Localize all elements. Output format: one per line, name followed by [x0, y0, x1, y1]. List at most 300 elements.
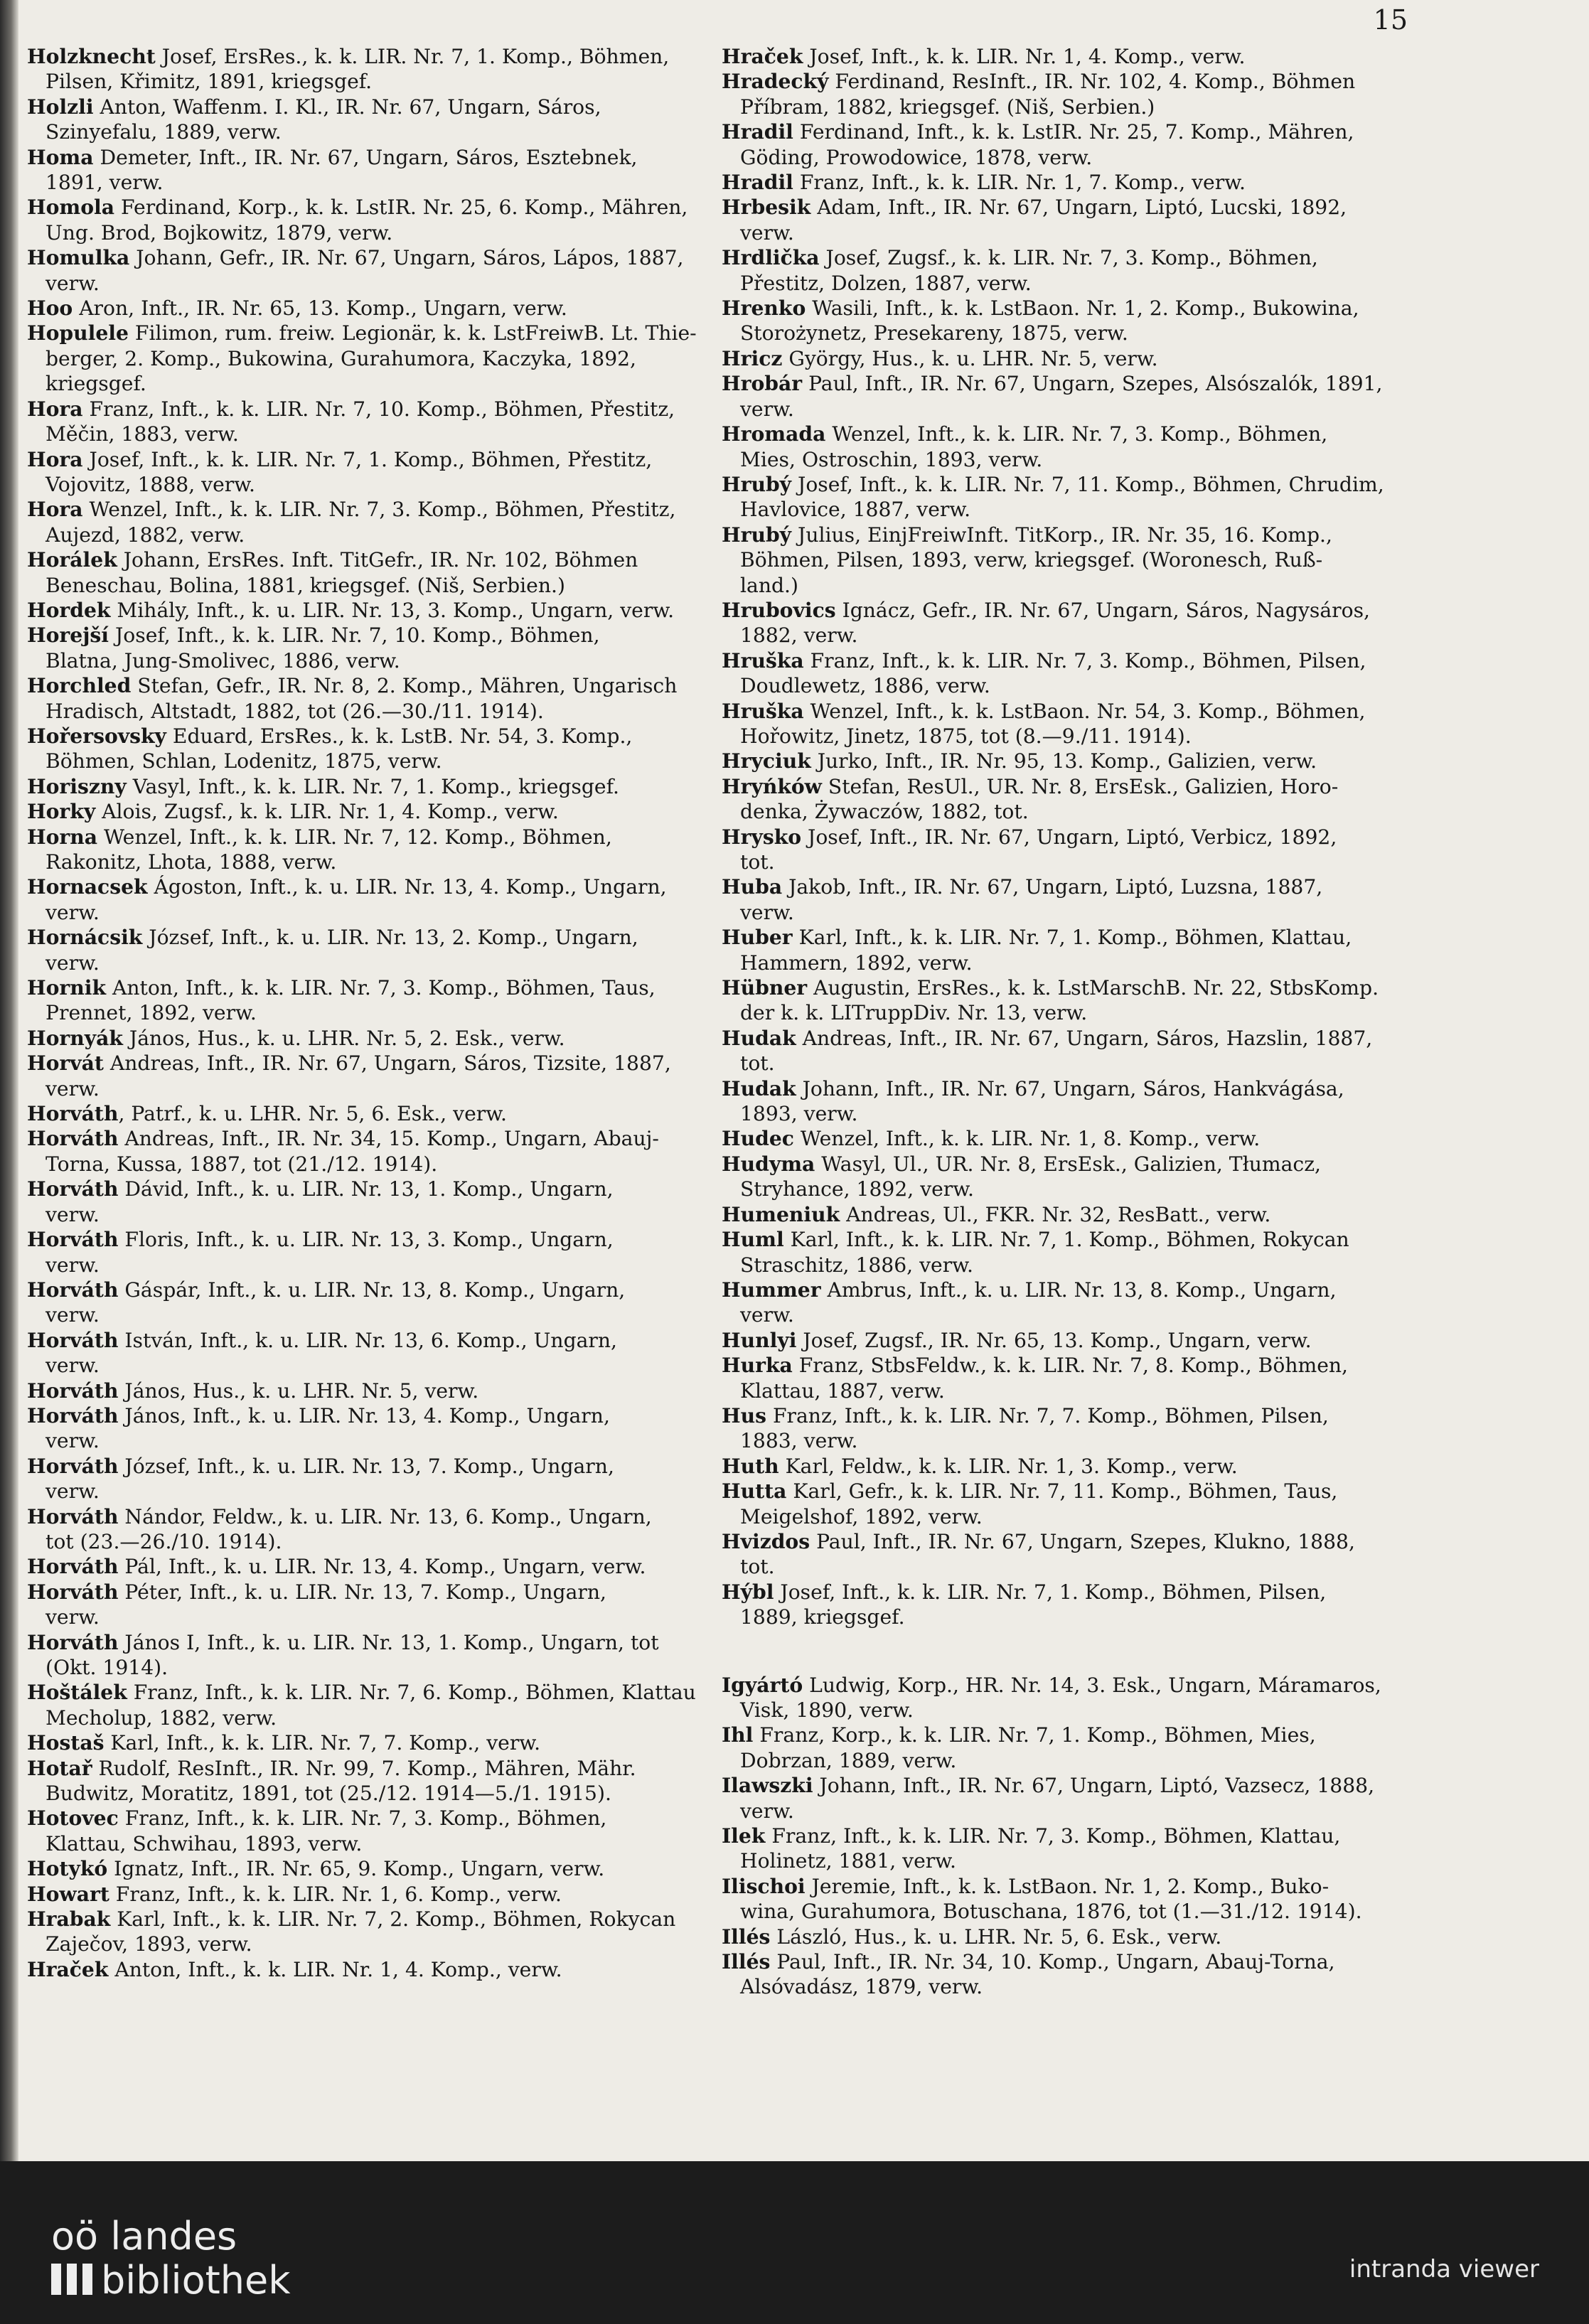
register-entry [27, 1227, 738, 1278]
entry-surname: Hraček [722, 45, 803, 68]
entry-details: Josef, Inft., k. k. LIR. Nr. 7, 1. Komp., Böhmen, Pilsen, [774, 1580, 1327, 1604]
entry-details: Alois, Zugsf., k. k. LIR. Nr. 1, 4. Komp., verw. [95, 800, 559, 824]
entry-details: Paul, Inft., IR. Nr. 67, Ungarn, Szepes, Alsószalók, 1891, [802, 372, 1383, 396]
entry-surname: Horálek [27, 548, 117, 572]
entry-details: Péter, Inft., k. u. LIR. Nr. 13, 7. Komp., Ungarn, [118, 1580, 606, 1604]
entry-details: , Patrf., k. u. LHR. Nr. 5, 6. Esk., verw. [118, 1102, 507, 1126]
entry-continuation: Hammern, 1892, verw. [740, 951, 973, 975]
entry-details: Wasili, Inft., k. k. LstBaon. Nr. 1, 2. Komp., Bukowina, [806, 296, 1359, 321]
entry-continuation: verw. [46, 1076, 100, 1101]
entry-continuation: verw. [740, 1799, 794, 1823]
register-entry [27, 598, 738, 623]
entry-surname: Ilischoi [722, 1874, 806, 1898]
entry-continuation: tot. [740, 1555, 775, 1579]
entry-details: Floris, Inft., k. u. LIR. Nr. 13, 3. Komp., Ungarn, [118, 1228, 614, 1252]
entry-surname: Huber [722, 926, 793, 950]
entry-surname: Homola [27, 196, 115, 220]
entry-surname: Horky [27, 800, 96, 824]
register-entry [27, 1856, 738, 1881]
entry-surname: Horváth [27, 1102, 119, 1126]
register-entry [722, 1580, 1433, 1630]
logo-line-1: oö landes [51, 2214, 237, 2259]
entry-continuation: Aujezd, 1882, verw. [46, 523, 245, 547]
entry-continuation: verw. [740, 397, 794, 421]
register-entry [722, 1328, 1433, 1353]
entry-surname: Hradecký [722, 70, 829, 94]
entry-surname: Hudyma [722, 1152, 815, 1176]
register-entry [722, 598, 1433, 648]
register-entry [27, 874, 738, 925]
entry-continuation: Holinetz, 1881, verw. [740, 1849, 956, 1873]
entry-surname: Horváth [27, 1228, 119, 1252]
register-entry [27, 1756, 738, 1806]
entry-continuation: Klattau, Schwihau, 1893, verw. [46, 1831, 363, 1856]
entry-surname: Hvizdos [722, 1529, 810, 1553]
entry-continuation: Blatna, Jung-Smolivec, 1886, verw. [46, 648, 400, 673]
entry-continuation: Doudlewetz, 1886, verw. [740, 674, 990, 698]
entry-surname: Horváth [27, 1504, 119, 1528]
entry-surname: Hudak [722, 1026, 796, 1050]
register-entry [722, 1454, 1433, 1479]
register-entry [722, 925, 1433, 975]
entry-details: Andreas, Ul., FKR. Nr. 32, ResBatt., verw. [840, 1202, 1271, 1226]
entry-continuation: Mecholup, 1882, verw. [46, 1705, 277, 1730]
entry-details: Franz, Inft., k. k. LIR. Nr. 7, 3. Komp., Böhmen, Klattau, [765, 1824, 1341, 1848]
entry-details: Wenzel, Inft., k. k. LIR. Nr. 7, 12. Komp., Böhmen, [97, 825, 612, 849]
entry-continuation: Böhmen, Pilsen, 1893, verw, kriegsgef. (Woronesch, Ruß- [740, 548, 1323, 572]
entry-details: János, Hus., k. u. LHR. Nr. 5, verw. [118, 1378, 479, 1403]
entry-continuation: Zaječov, 1893, verw. [46, 1932, 252, 1956]
register-entry [27, 44, 738, 95]
entry-continuation: Měčin, 1883, verw. [46, 422, 239, 446]
register-entry [722, 1152, 1433, 1202]
register-entry [722, 1026, 1433, 1076]
entry-details: Wenzel, Inft., k. k. LIR. Nr. 7, 3. Komp., Böhmen, Přestitz, [82, 498, 676, 522]
section-gap [722, 1630, 1433, 1673]
entry-details: László, Hus., k. u. LHR. Nr. 5, 6. Esk., verw. [770, 1924, 1222, 1949]
entry-continuation: Příbram, 1882, kriegsgef. (Niš, Serbien.) [740, 95, 1155, 119]
register-entry [722, 825, 1433, 875]
register-entry [722, 346, 1433, 371]
register-entry [722, 296, 1433, 346]
entry-continuation: Visk, 1890, verw. [740, 1698, 914, 1722]
entry-continuation: tot. [740, 1051, 775, 1076]
entry-details: Karl, Feldw., k. k. LIR. Nr. 1, 3. Komp., verw. [779, 1454, 1238, 1478]
register-entry [27, 1630, 738, 1681]
entry-details: Wenzel, Inft., k. k. LIR. Nr. 7, 3. Komp., Böhmen, [825, 422, 1328, 446]
entry-surname: Hrbesik [722, 196, 811, 220]
entry-continuation: verw. [46, 271, 100, 295]
register-entry [722, 749, 1433, 773]
entry-details: Johann, Inft., IR. Nr. 67, Ungarn, Sáros, Hankvágása, [796, 1076, 1344, 1101]
entry-continuation: Beneschau, Bolina, 1881, kriegsgef. (Niš, Serbien.) [46, 573, 565, 597]
register-entry [27, 95, 738, 145]
entry-surname: Hus [722, 1403, 766, 1428]
register-entry [27, 673, 738, 724]
entry-details: Franz, StbsFeldw., k. k. LIR. Nr. 7, 8. Komp., Böhmen, [792, 1354, 1349, 1378]
entry-details: Karl, Gefr., k. k. LIR. Nr. 7, 11. Komp., Böhmen, Taus, [786, 1479, 1338, 1504]
entry-surname: Hoo [27, 296, 73, 321]
register-entry [27, 1882, 738, 1907]
entry-details: István, Inft., k. u. LIR. Nr. 13, 6. Komp., Ungarn, [118, 1328, 618, 1352]
register-entry [722, 1673, 1433, 1723]
register-entry [27, 145, 738, 196]
entry-details: Johann, Inft., IR. Nr. 67, Ungarn, Liptó, Vazsecz, 1888, [813, 1774, 1375, 1798]
register-entry [27, 1680, 738, 1730]
entry-details: Franz, Korp., k. k. LIR. Nr. 7, 1. Komp., Böhmen, Mies, [753, 1723, 1316, 1747]
register-entry [27, 447, 738, 498]
entry-details: Johann, Gefr., IR. Nr. 67, Ungarn, Sáros, Lápos, 1887, [129, 246, 684, 270]
entry-continuation: verw. [46, 1605, 100, 1629]
register-entry [722, 523, 1433, 598]
register-entry [27, 1454, 738, 1504]
register-entry [722, 44, 1433, 69]
entry-details: Anton, Inft., k. k. LIR. Nr. 1, 4. Komp., verw. [108, 1957, 562, 1981]
register-entry [722, 1924, 1433, 1949]
entry-details: Stefan, ResUl., UR. Nr. 8, ErsEsk., Galizien, Horo- [821, 774, 1339, 798]
entry-details: Jeremie, Inft., k. k. LstBaon. Nr. 1, 2. Komp., Buko- [805, 1874, 1329, 1898]
entry-surname: Hora [27, 498, 83, 522]
entry-continuation: Dobrzan, 1889, verw. [740, 1748, 957, 1772]
register-entry [27, 623, 738, 673]
entry-continuation: Hořowitz, Jinetz, 1875, tot (8.—9./11. 1914). [740, 724, 1192, 748]
entry-details: Franz, Inft., k. k. LIR. Nr. 7, 10. Komp., Böhmen, Přestitz, [82, 397, 675, 421]
register-entry [27, 799, 738, 824]
register-entry [27, 195, 738, 245]
entry-surname: Hrabak [27, 1907, 111, 1932]
entry-details: Wenzel, Inft., k. k. LstBaon. Nr. 54, 3. Komp., Böhmen, [803, 699, 1366, 723]
register-entry [722, 1949, 1433, 2000]
entry-details: Karl, Inft., k. k. LIR. Nr. 7, 2. Komp., Böhmen, Rokycan [110, 1907, 676, 1932]
register-entry [27, 1051, 738, 1101]
entry-surname: Hornik [27, 976, 107, 1000]
entry-surname: Hora [27, 447, 83, 471]
entry-details: Paul, Inft., IR. Nr. 34, 10. Komp., Ungarn, Abauj-Torna, [770, 1950, 1335, 1974]
register-entry [722, 1403, 1433, 1454]
entry-surname: Illés [722, 1924, 771, 1949]
entry-surname: Hraček [27, 1957, 109, 1981]
entry-details: Franz, Inft., k. k. LIR. Nr. 7, 3. Komp., Böhmen, Pilsen, [803, 648, 1366, 673]
entry-surname: Horváth [27, 1580, 119, 1604]
entry-details: Nándor, Feldw., k. u. LIR. Nr. 13, 6. Komp., Ungarn, [118, 1504, 652, 1528]
register-entry [27, 1730, 738, 1755]
entry-details: Franz, Inft., k. k. LIR. Nr. 1, 7. Komp., verw. [793, 171, 1246, 195]
register-entry [27, 321, 738, 396]
entry-continuation: Klattau, 1887, verw. [740, 1378, 945, 1403]
entry-surname: Hotykó [27, 1857, 108, 1881]
entry-details: Karl, Inft., k. k. LIR. Nr. 7, 1. Komp., Böhmen, Rokycan [783, 1228, 1349, 1252]
register-entry [27, 1378, 738, 1403]
entry-details: Augustin, ErsRes., k. k. LstMarschB. Nr. 22, StbsKomp. [807, 976, 1379, 1000]
entry-details: Josef, Inft., IR. Nr. 67, Ungarn, Liptó, Verbicz, 1892, [801, 825, 1337, 849]
entry-continuation: 1889, kriegsgef. [740, 1605, 905, 1629]
entry-surname: Hrubý [722, 472, 792, 496]
register-entry [722, 1723, 1433, 1773]
entry-surname: Ihl [722, 1723, 754, 1747]
entry-details: Filimon, rum. freiw. Legionär, k. k. LstFreiwB. Lt. Thie- [128, 321, 697, 346]
entry-continuation: 1893, verw. [740, 1102, 858, 1126]
entry-surname: Hotovec [27, 1806, 119, 1831]
register-entry [27, 547, 738, 598]
entry-surname: Horváth [27, 1177, 119, 1201]
entry-continuation: Havlovice, 1887, verw. [740, 498, 971, 522]
register-entry [27, 1806, 738, 1856]
entry-surname: Horiszny [27, 774, 127, 798]
entry-continuation: Hradisch, Altstadt, 1882, tot (26.—30./11. 1914). [46, 699, 544, 723]
register-entry [27, 724, 738, 774]
entry-surname: Huba [722, 875, 783, 899]
entry-continuation: 1891, verw. [46, 171, 164, 195]
register-entry [27, 397, 738, 447]
entry-surname: Hudak [722, 1076, 796, 1101]
entry-surname: Hunlyi [722, 1328, 797, 1352]
entry-details: Demeter, Inft., IR. Nr. 67, Ungarn, Sáros, Esztebnek, [93, 145, 638, 169]
register-entry [722, 1773, 1433, 1824]
entry-surname: Hrdlička [722, 246, 820, 270]
entry-details: Anton, Waffenm. I. Kl., IR. Nr. 67, Ungarn, Sáros, [93, 95, 601, 119]
entry-continuation: Meigelshof, 1892, verw. [740, 1504, 983, 1528]
entry-surname: Hradil [722, 120, 793, 144]
entry-details: Johann, ErsRes. Inft. TitGefr., IR. Nr. 102, Böhmen [117, 548, 638, 572]
entry-details: Vasyl, Inft., k. k. LIR. Nr. 7, 1. Komp., kriegsgef. [126, 774, 619, 798]
entry-surname: Ilek [722, 1824, 766, 1848]
entry-details: Karl, Inft., k. k. LIR. Nr. 7, 1. Komp., Böhmen, Klattau, [792, 926, 1352, 950]
entry-continuation: wina, Gurahumora, Botuschana, 1876, tot (1.—31./12. 1914). [740, 1900, 1362, 1924]
register-entry [722, 1824, 1433, 1874]
entry-continuation: verw. [46, 1354, 100, 1378]
register-entry [722, 699, 1433, 749]
entry-continuation: Straschitz, 1886, verw. [740, 1253, 973, 1277]
entry-continuation: verw. [46, 1253, 100, 1277]
entry-details: Josef, Inft., k. k. LIR. Nr. 7, 1. Komp., Böhmen, Přestitz, [82, 447, 653, 471]
entry-surname: Hromada [722, 422, 826, 446]
entry-surname: Horna [27, 825, 98, 849]
entry-surname: Howart [27, 1882, 109, 1906]
entry-surname: Hostaš [27, 1731, 105, 1755]
entry-surname: Hordek [27, 598, 111, 622]
entry-continuation: verw. [740, 1303, 794, 1327]
entry-continuation: verw. [46, 951, 100, 975]
entry-surname: Horváth [27, 1378, 119, 1403]
entry-continuation: Storożynetz, Presekareny, 1875, verw. [740, 321, 1128, 346]
entry-surname: Holzknecht [27, 45, 156, 68]
entry-surname: Hummer [722, 1278, 821, 1302]
register-entry [27, 1328, 738, 1378]
entry-continuation: verw. [46, 1202, 100, 1226]
register-entry [27, 1026, 738, 1051]
entry-continuation: Rakonitz, Lhota, 1888, verw. [46, 850, 337, 874]
entry-details: Ferdinand, ResInft., IR. Nr. 102, 4. Komp., Böhmen [828, 70, 1356, 94]
register-entry [27, 1957, 738, 1982]
entry-details: Ludwig, Korp., HR. Nr. 14, 3. Esk., Ungarn, Máramaros, [803, 1673, 1381, 1697]
entry-surname: Hornácsik [27, 926, 143, 950]
entry-surname: Horváth [27, 1630, 119, 1654]
entry-continuation: Torna, Kussa, 1887, tot (21./12. 1914). [46, 1152, 438, 1176]
entry-details: Franz, Inft., k. k. LIR. Nr. 7, 7. Komp., Böhmen, Pilsen, [766, 1403, 1329, 1428]
entry-surname: Horváth [27, 1278, 119, 1302]
entry-details: Ambrus, Inft., k. u. LIR. Nr. 13, 8. Komp., Ungarn, [820, 1278, 1337, 1302]
entry-details: Franz, Inft., k. k. LIR. Nr. 1, 6. Komp., verw. [109, 1882, 562, 1906]
entry-details: Ágoston, Inft., k. u. LIR. Nr. 13, 4. Komp., Ungarn, [147, 875, 667, 899]
entry-continuation: 1882, verw. [740, 623, 858, 648]
entry-details: Andreas, Inft., IR. Nr. 67, Ungarn, Sáros, Hazslin, 1887, [796, 1026, 1373, 1050]
entry-details: Josef, Inft., k. k. LIR. Nr. 7, 10. Komp., Böhmen, [109, 623, 600, 648]
entry-surname: Hricz [722, 346, 783, 370]
entry-details: Aron, Inft., IR. Nr. 65, 13. Komp., Ungarn, verw. [73, 296, 567, 321]
register-entry [722, 1278, 1433, 1328]
entry-details: Andreas, Inft., IR. Nr. 34, 15. Komp., Ungarn, Abauj- [118, 1127, 659, 1151]
register-entry [27, 1403, 738, 1454]
register-entry [27, 296, 738, 321]
entry-surname: Hořersovsky [27, 724, 166, 748]
entry-surname: Hradil [722, 171, 793, 195]
left-column [27, 44, 738, 1982]
entry-details: Wenzel, Inft., k. k. LIR. Nr. 1, 8. Komp., verw. [793, 1127, 1261, 1151]
entry-surname: Hornacsek [27, 875, 148, 899]
entry-surname: Hurka [722, 1354, 793, 1378]
register-entry [722, 1874, 1433, 1924]
register-entry [27, 1177, 738, 1227]
logo-bars-icon [51, 2264, 94, 2295]
register-entry [722, 371, 1433, 422]
page-number: 15 [1373, 4, 1408, 36]
logo-line-2: bibliothek [101, 2258, 291, 2303]
entry-details: Adam, Inft., IR. Nr. 67, Ungarn, Liptó, Lucski, 1892, [810, 196, 1347, 220]
entry-details: János I, Inft., k. u. LIR. Nr. 13, 1. Komp., Ungarn, tot [118, 1630, 659, 1654]
register-entry [722, 170, 1433, 195]
register-entry [722, 472, 1433, 523]
register-entry [722, 1529, 1433, 1580]
register-entry [27, 1101, 738, 1126]
entry-surname: Homulka [27, 246, 130, 270]
entry-surname: Igyártó [722, 1673, 803, 1697]
entry-details: Wasyl, Ul., UR. Nr. 8, ErsEsk., Galizien, Tłumacz, [815, 1152, 1322, 1176]
register-entry [27, 1907, 738, 1957]
entry-continuation: Přestitz, Dolzen, 1887, verw. [740, 271, 1032, 295]
entry-surname: Hutta [722, 1479, 787, 1504]
register-entry [27, 1126, 738, 1177]
viewer-footer [0, 2161, 1589, 2324]
entry-details: Ferdinand, Korp., k. k. LstIR. Nr. 25, 6. Komp., Mähren, [114, 196, 688, 220]
entry-surname: Horvát [27, 1051, 104, 1076]
entry-details: Anton, Inft., k. k. LIR. Nr. 7, 3. Komp., Böhmen, Taus, [106, 976, 656, 1000]
entry-continuation: verw. [740, 220, 794, 245]
register-entry [722, 1353, 1433, 1403]
entry-surname: Ilawszki [722, 1774, 813, 1798]
entry-surname: Humeniuk [722, 1202, 840, 1226]
entry-details: Karl, Inft., k. k. LIR. Nr. 7, 7. Komp., verw. [104, 1731, 541, 1755]
entry-continuation: tot (23.—26./10. 1914). [46, 1529, 282, 1553]
right-column [722, 44, 1433, 2000]
register-entry [27, 825, 738, 875]
register-entry [722, 1202, 1433, 1227]
entry-surname: Horváth [27, 1555, 119, 1579]
entry-continuation: Vojovitz, 1888, verw. [46, 472, 255, 496]
entry-continuation: verw. [740, 900, 794, 924]
entry-surname: Holzli [27, 95, 94, 119]
entry-continuation: (Okt. 1914). [46, 1656, 168, 1679]
entry-continuation: Stryhance, 1892, verw. [740, 1177, 975, 1201]
entry-continuation: verw. [46, 900, 100, 924]
entry-details: Ignácz, Gefr., IR. Nr. 67, Ungarn, Sáros, Nagysáros, [835, 598, 1371, 622]
entry-surname: Hryciuk [722, 749, 811, 773]
entry-surname: Hruška [722, 648, 804, 673]
entry-details: Gáspár, Inft., k. u. LIR. Nr. 13, 8. Komp., Ungarn, [118, 1278, 626, 1302]
entry-continuation: verw. [46, 1429, 100, 1453]
register-entry [722, 1076, 1433, 1127]
register-entry [722, 1479, 1433, 1529]
entry-details: Ignatz, Inft., IR. Nr. 65, 9. Komp., Ungarn, verw. [107, 1857, 605, 1881]
entry-details: Rudolf, ResInft., IR. Nr. 99, 7. Komp., Mähren, Mähr. [92, 1756, 636, 1780]
register-entry [27, 975, 738, 1026]
entry-surname: Hrenko [722, 296, 806, 321]
register-entry [27, 1554, 738, 1579]
register-entry [722, 874, 1433, 925]
register-entry [722, 1126, 1433, 1151]
entry-surname: Horváth [27, 1454, 119, 1478]
entry-details: Andreas, Inft., IR. Nr. 67, Ungarn, Sáros, Tizsite, 1887, [103, 1051, 671, 1076]
entry-continuation: Böhmen, Schlan, Lodenitz, 1875, verw. [46, 749, 442, 773]
entry-details: Ferdinand, Inft., k. k. LstIR. Nr. 25, 7. Komp., Mähren, [793, 120, 1354, 144]
entry-surname: Hrubovics [722, 598, 836, 622]
register-entry [27, 497, 738, 547]
entry-details: Jurko, Inft., IR. Nr. 95, 13. Komp., Galizien, verw. [810, 749, 1317, 773]
entry-details: Mihály, Inft., k. u. LIR. Nr. 13, 3. Komp., Ungarn, verw. [110, 598, 675, 622]
entry-continuation: Pilsen, Křimitz, 1891, kriegsgef. [46, 70, 373, 94]
register-entry [722, 195, 1433, 245]
entry-details: János, Hus., k. u. LHR. Nr. 5, 2. Esk., verw. [122, 1026, 565, 1050]
register-entry [722, 422, 1433, 472]
entry-surname: Horejší [27, 623, 109, 648]
register-entry [27, 1580, 738, 1630]
entry-continuation: kriegsgef. [46, 372, 146, 396]
entry-surname: Hudec [722, 1127, 794, 1151]
entry-details: Josef, Inft., k. k. LIR. Nr. 1, 4. Komp., verw. [803, 45, 1246, 68]
entry-details: György, Hus., k. u. LHR. Nr. 5, verw. [782, 346, 1158, 370]
entry-surname: Homa [27, 145, 94, 169]
entry-continuation: Szinyefalu, 1889, verw. [46, 120, 282, 144]
entry-details: Jakob, Inft., IR. Nr. 67, Ungarn, Liptó, Luzsna, 1887, [782, 875, 1323, 899]
entry-continuation: Prennet, 1892, verw. [46, 1001, 257, 1025]
entry-surname: Hruška [722, 699, 804, 723]
entry-details: Josef, ErsRes., k. k. LIR. Nr. 7, 1. Komp., Böhmen, [155, 45, 670, 68]
entry-details: Franz, Inft., k. k. LIR. Nr. 7, 3. Komp., Böhmen, [118, 1806, 607, 1831]
entry-continuation: verw. [46, 1479, 100, 1504]
entry-surname: Horváth [27, 1403, 119, 1428]
library-logo[interactable] [51, 2215, 291, 2303]
entry-details: Paul, Inft., IR. Nr. 67, Ungarn, Szepes, Klukno, 1888, [810, 1529, 1355, 1553]
entry-details: Josef, Inft., k. k. LIR. Nr. 7, 11. Komp., Böhmen, Chrudim, [791, 472, 1384, 496]
entry-surname: Huml [722, 1228, 784, 1252]
register-entry [722, 69, 1433, 119]
register-entry [722, 975, 1433, 1026]
register-entry [27, 245, 738, 296]
entry-surname: Hrobár [722, 372, 803, 396]
entry-continuation: land.) [740, 573, 798, 597]
entry-surname: Illés [722, 1950, 771, 1974]
entry-continuation: Mies, Ostroschin, 1893, verw. [740, 447, 1043, 471]
entry-continuation: denka, Żywaczów, 1882, tot. [740, 800, 1029, 824]
entry-surname: Hoštálek [27, 1681, 127, 1705]
register-entry [722, 119, 1433, 170]
entry-surname: Hornyák [27, 1026, 123, 1050]
register-entry [27, 925, 738, 975]
entry-surname: Hora [27, 397, 83, 421]
entry-continuation: Göding, Prowodowice, 1878, verw. [740, 145, 1093, 169]
register-entry [722, 1227, 1433, 1278]
entry-continuation: Ung. Brod, Bojkowitz, 1879, verw. [46, 220, 393, 245]
entry-details: Stefan, Gefr., IR. Nr. 8, 2. Komp., Mähren, Ungarisch [131, 674, 678, 698]
